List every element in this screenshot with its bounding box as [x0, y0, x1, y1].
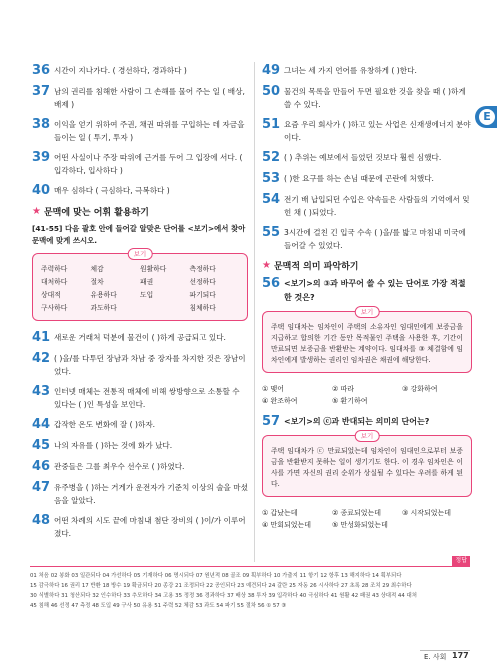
word-bank-item: 유용하다 [90, 291, 117, 299]
question-number: 36 [32, 63, 51, 78]
question-number: 37 [32, 84, 51, 99]
question-text: ( )한 요구를 하는 손님 때문에 곤란에 처했다. [284, 174, 434, 183]
question-text: 인터넷 매체는 전통적 매체에 비해 쌍방향으로 소통할 수 있다는 ( )인 특성을 보인다. [54, 387, 240, 409]
question-number: 46 [32, 459, 51, 474]
word-bank-item: 도입 [140, 291, 154, 299]
question-number: 48 [32, 513, 51, 528]
section-tab [475, 106, 497, 128]
star-icon: ★ [32, 206, 41, 217]
word-bank-item: 선정하다 [189, 278, 216, 286]
word-bank-item: 상대적 [41, 291, 61, 299]
passage-text: 주택 임대차는 임차인이 주택의 소유자인 임대인에게 보증금을 지급하고 합의한 기간 동안 목적물인 주택을 사용한 후, 기간이 만료되면 보증금을 반환받는 계약이다. 임대차를 ③ 체결함에 임차인에게 발생하는 권리인 임차권은 채권에 해당한다. [271, 323, 463, 364]
answer-choice[interactable]: ② 따라 [332, 385, 355, 393]
question-item [262, 64, 472, 78]
question-number: 40 [32, 183, 51, 198]
answer-choice[interactable]: ⑤ 환기하여 [332, 397, 368, 405]
question-text: 전기 배 납입되던 수입은 약속들은 사람들의 기억에서 잊힌 채 ( )되었다. [284, 195, 470, 217]
question-text: ( )을/를 다투던 장남과 차남 중 장자를 차지한 것은 장남이었다. [54, 354, 246, 376]
section-tab-letter: E [479, 109, 495, 125]
word-bank-item [140, 303, 190, 314]
question-text: ( ) 추위는 예보에서 들었던 것보다 훨씬 심했다. [284, 153, 442, 162]
question-number: 52 [262, 150, 281, 165]
instruction-41-55: [41-55] 다음 괄호 안에 들어갈 알맞은 단어를 <보기>에서 찾아 문맥에 맞게 쓰시오. [32, 224, 246, 245]
page-number: 177 [452, 651, 469, 660]
question-item [262, 151, 472, 165]
answer-choice[interactable]: ④ 완조하여 [262, 397, 298, 405]
word-bank-grid [41, 264, 239, 314]
question-text: 그녀는 세 가지 언어를 유창하게 ( )한다. [284, 66, 417, 75]
question-number: 53 [262, 171, 281, 186]
question-item [32, 460, 248, 474]
question-number: 50 [262, 84, 281, 99]
question-number: 56 [262, 276, 281, 291]
question-text: 관중들은 그를 최우수 선수로 ( )하였다. [54, 462, 185, 471]
word-bank-item: 측정하다 [189, 265, 216, 273]
word-bank-item: 침체하다 [189, 304, 216, 312]
question-number: 54 [262, 192, 281, 207]
question-text: 새로운 거래처 덕분에 물건이 ( )하게 공급되고 있다. [54, 333, 226, 342]
footer-section: E. 사회 [424, 653, 447, 661]
word-bank-item: 대처하다 [41, 278, 68, 286]
question-item [32, 481, 248, 507]
fill-in-questions-49-55 [262, 64, 472, 252]
answer-choice[interactable]: ③ 시작되었는데 [402, 509, 452, 517]
question-item [32, 64, 248, 78]
question-item [32, 151, 248, 177]
answer-choice[interactable]: ① 맺어 [262, 385, 285, 393]
vocab-questions-36-40 [32, 64, 248, 198]
word-bank-item: 주력하다 [41, 265, 68, 273]
word-bank-item: 체감 [90, 265, 104, 273]
fill-in-questions-41-48 [32, 331, 248, 540]
passage-box-57 [262, 432, 472, 497]
question-text: 유주병을 ( )하는 거게가 운전자가 기준치 이상의 술을 마셨음을 알았다. [54, 483, 248, 505]
answer-lines [30, 571, 470, 611]
question-title: <보기>의 ⓒ과 반대되는 의미의 단어는? [284, 417, 430, 426]
question-text: 매우 심하다 ( 극심하다, 극복하다 ) [54, 186, 170, 195]
question-item [262, 193, 472, 219]
section-heading-meaning [262, 259, 472, 272]
answer-line: 15 감극하다 16 권리 17 반환 18 방수 19 확금되다 20 종강 21 조정되다 22 공인되다 23 예견되다 24 갈란 25 자동 26 시사하다 27 초록 28 조치 29 최수하다 [30, 583, 412, 589]
answer-choice[interactable]: ③ 강화하여 [402, 385, 438, 393]
word-bank-item: 구사하다 [41, 304, 68, 312]
question-number: 57 [262, 414, 281, 429]
question-number: 51 [262, 117, 281, 132]
section-title: 문맥적 의미 파악하기 [273, 262, 359, 272]
question-number: 39 [32, 150, 51, 165]
word-bank-item: 패권 [140, 278, 154, 286]
question-item [32, 439, 248, 453]
word-bank-box [32, 250, 248, 321]
choices-56 [262, 383, 472, 407]
question-item [32, 385, 248, 411]
left-column [32, 64, 248, 547]
question-text: 갑작한 온도 변화에 잘 ( )하자. [54, 420, 156, 429]
question-number: 38 [32, 117, 51, 132]
question-text: 나의 자유를 ( )하는 것에 화가 났다. [54, 441, 173, 450]
question-text: 시간이 지나가다. ( 경선하다, 경과하다 ) [54, 66, 187, 75]
choices-57 [262, 507, 472, 531]
word-bank-item: 파기되다 [189, 291, 216, 299]
bogi-label: 보기 [355, 430, 380, 442]
question-item [32, 352, 248, 378]
question-text: 물건의 목록을 만들어 두면 필요한 것을 찾을 때 ( )하게 쓸 수 있다. [284, 87, 466, 109]
bogi-label: 보기 [128, 248, 153, 260]
section-title: 문맥에 맞는 어휘 활용하기 [43, 208, 150, 218]
answer-line: 45 침해 46 선정 47 측정 48 도입 49 구사 50 유용 51 주력 52 체감 53 과도 54 파기 55 절차 56 ① 57 ③ [30, 603, 287, 609]
answer-choice[interactable]: ① 갑났는데 [262, 509, 298, 517]
answer-line: 01 처음 02 봉화 03 일관되다 04 가선하다 05 기재하다 06 명시되다 07 원년적 08 골조 09 획부하다 10 가출지 11 항기 12 항후 13 해지하다 14 획부되다 [30, 573, 402, 579]
answer-choice[interactable]: ② 종료되었는데 [332, 509, 382, 517]
passage-text: 주택 임대차가 ⓒ 만료되었는데 임차인이 임대인으로부터 보증금을 반환받지 못하는 일이 생기기도 한다. 이 경우 임차인은 이사를 가면 자신의 권리 순위가 상실될 수 있다는 우려를 하게 된다. [271, 447, 463, 488]
word-bank-item: 과도하다 [90, 304, 117, 312]
question-number: 41 [32, 330, 51, 345]
question-number: 42 [32, 351, 51, 366]
question-number: 45 [32, 438, 51, 453]
bogi-label: 보기 [355, 306, 380, 318]
question-text: 남의 권리를 침해한 사람이 그 손해를 물어 주는 일 ( 배상, 배제 ) [54, 87, 245, 109]
section-heading-usage [32, 205, 248, 218]
answer-choice[interactable]: ④ 만회되었는데 [262, 521, 312, 529]
question-number: 44 [32, 417, 51, 432]
question-item [32, 331, 248, 345]
right-column [262, 64, 472, 531]
question-text: 요즘 우리 회사가 ( )하고 있는 사업은 신재생에너지 분야이다. [284, 120, 471, 142]
question-item [32, 418, 248, 432]
question-item [32, 184, 248, 198]
answer-key [30, 557, 470, 611]
question-item [262, 118, 472, 144]
question-number: 47 [32, 480, 51, 495]
question-item [262, 226, 472, 252]
question-item [32, 118, 248, 144]
passage-box-56 [262, 308, 472, 373]
question-title: <보기>의 ③과 바꾸어 쓸 수 있는 단어로 가장 적절한 것은? [284, 279, 466, 302]
question-item [262, 172, 472, 186]
question-item [32, 514, 248, 540]
answer-label: 정답 [452, 556, 470, 566]
column-divider [254, 62, 255, 562]
question-item [262, 85, 472, 111]
question-item [32, 85, 248, 111]
question-number: 43 [32, 384, 51, 399]
answer-choice[interactable]: ⑤ 만성화되었는데 [332, 521, 388, 529]
word-bank-item: 절차 [90, 278, 104, 286]
question-56 [262, 277, 472, 407]
question-text: 어떤 차례의 시도 끝에 마침내 첨단 장비의 ( )이/가 이루어졌다. [54, 516, 246, 538]
question-number: 49 [262, 63, 281, 78]
question-text: 3시간에 걸친 긴 입국 수속 ( )을/를 밟고 마침내 미국에 들어갈 수 있었다. [284, 228, 466, 250]
word-bank-item: 원활하다 [140, 265, 167, 273]
answer-line: 30 식별하다 31 청산되다 32 인수하다 33 추모하다 34 고용 35 정정 36 경과하다 37 배상 38 투자 39 입각하다 40 극심하다 41 원활 42 패권 43 상대적 44 대처 [30, 593, 417, 599]
question-text: 어떤 사실이나 주장 따위에 근거를 두어 그 입장에 서다. ( 입각하다, 입사하다 ) [54, 153, 243, 175]
question-number: 55 [262, 225, 281, 240]
question-57 [262, 415, 472, 531]
question-text: 이익을 얻기 위하여 주권, 채권 따위를 구입하는 데 자금을 들이는 일 ( 투기, 투자 ) [54, 120, 245, 142]
star-icon: ★ [262, 260, 271, 271]
